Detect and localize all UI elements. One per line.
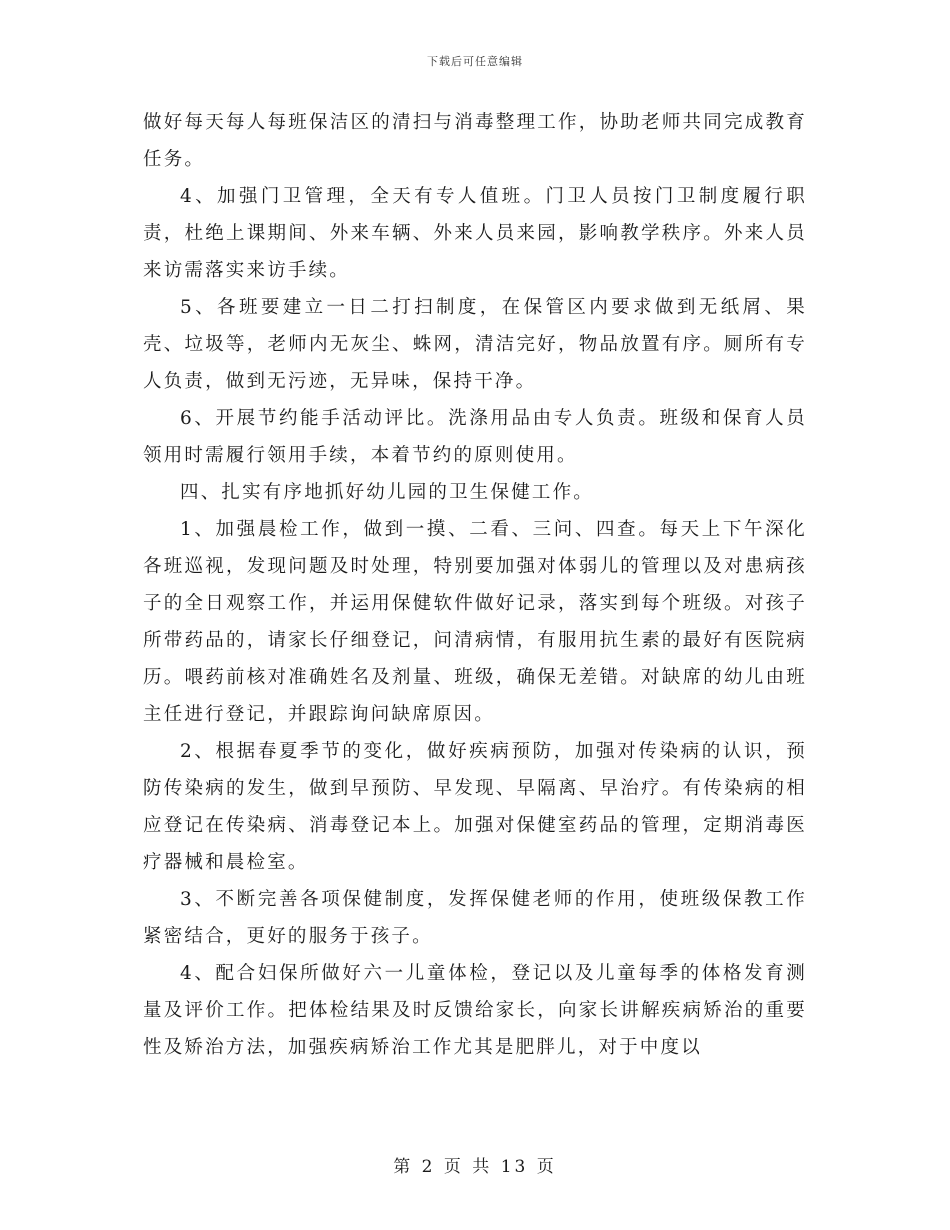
- paragraph: 4、配合妇保所做好六一儿童体检，登记以及儿童每季的体格发育测量及评价工作。把体检结果及时反馈给家长，向家长讲解疾病矫治的重要性及矫治方法，加强疾病矫治工作尤其是肥胖儿，对于中度以: [143, 963, 807, 1058]
- page-number-footer: 第 2 页 共 13 页: [393, 1157, 557, 1177]
- paragraph: 4、加强门卫管理，全天有专人值班。门卫人员按门卫制度履行职责，杜绝上课期间、外来车辆、外来人员来园，影响教学秩序。外来人员来访需落实来访手续。: [143, 186, 807, 281]
- paragraph: 2、根据春夏季节的变化，做好疾病预防，加强对传染病的认识，预防传染病的发生，做到早预防、早发现、早隔离、早治疗。有传染病的相应登记在传染病、消毒登记本上。加强对保健室药品的管理，定期消毒医疗器械和晨检室。: [143, 741, 807, 873]
- page-header: 下载后可任意编辑: [427, 55, 523, 68]
- document-body: [143, 104, 807, 1066]
- paragraph: 1、加强晨检工作，做到一摸、二看、三问、四查。每天上下午深化各班巡视，发现问题及时处理，特别要加强对体弱儿的管理以及对患病孩子的全日观察工作，并运用保健软件做好记录，落实到每个班级。对孩子所带药品的，请家长仔细登记，问清病情，有服用抗生素的最好有医院病历。喂药前核对准确姓名及剂量、班级，确保无差错。对缺席的幼儿由班主任进行登记，并跟踪询问缺席原因。: [143, 519, 807, 725]
- section-heading: 四、扎实有序地抓好幼儿园的卫生保健工作。: [180, 482, 595, 503]
- paragraph: 6、开展节约能手活动评比。洗涤用品由专人负责。班级和保育人员领用时需履行领用手续，本着节约的原则使用。: [143, 408, 807, 466]
- paragraph: 3、不断完善各项保健制度，发挥保健老师的作用，使班级保教工作紧密结合，更好的服务于孩子。: [143, 889, 807, 947]
- paragraph: 5、各班要建立一日二打扫制度，在保管区内要求做到无纸屑、果壳、垃圾等，老师内无灰尘、蛛网，清洁完好，物品放置有序。厕所有专人负责，做到无污迹，无异味，保持干净。: [143, 297, 807, 392]
- paragraph: 做好每天每人每班保洁区的清扫与消毒整理工作，协助老师共同完成教育任务。: [143, 112, 807, 170]
